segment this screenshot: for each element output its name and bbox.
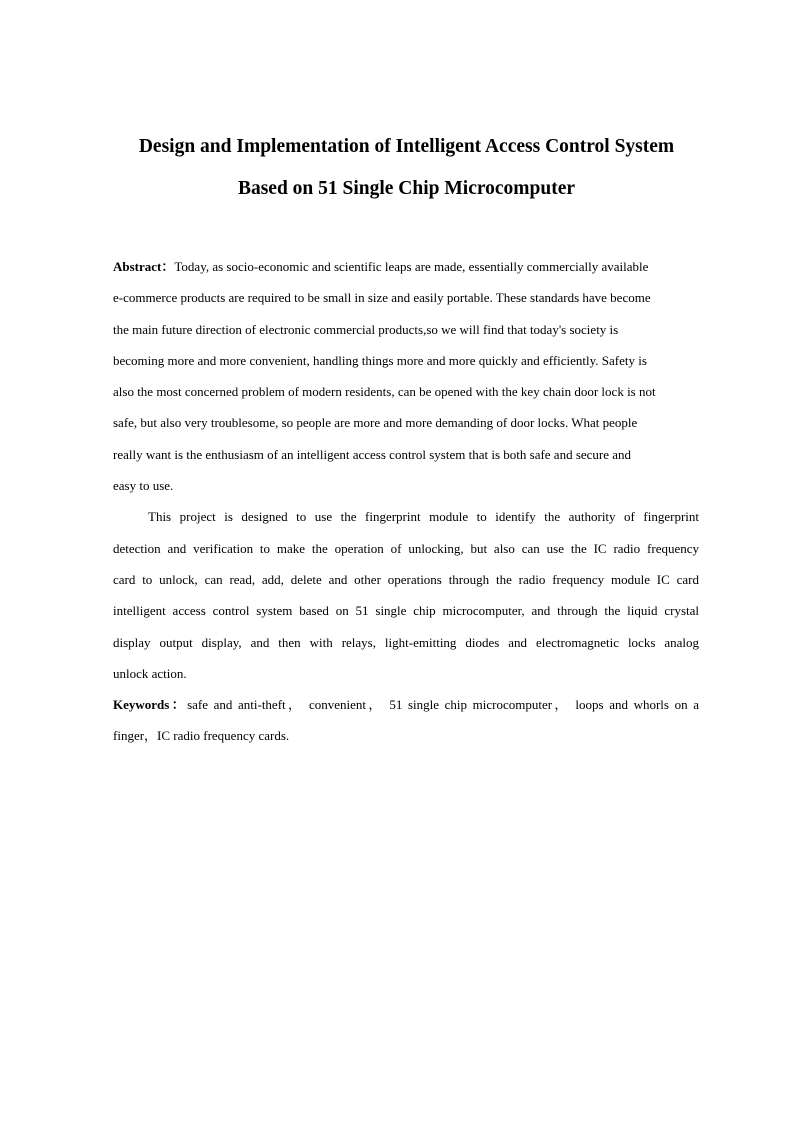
abstract-line-2: e-commerce products are required to be small in size and easily portable. These standards have become — [113, 290, 651, 306]
keywords-label: Keywords： — [113, 697, 188, 713]
abstract-line-6: safe, but also very troublesome, so people are more and more demanding of door locks. What people — [113, 415, 638, 431]
abstract-line-7: really want is the enthusiasm of an intelligent access control system that is both safe and secure and — [113, 446, 632, 462]
abstract-line-4: becoming more and more convenient, handling things more and more quickly and efficiently. Safety is — [113, 352, 647, 368]
paper-title-line-2: Based on 51 Single Chip Microcomputer — [237, 178, 576, 199]
paragraph-2-line-3: card to unlock, can read, add, delete and other operations through the radio frequency module IC card — [113, 571, 699, 587]
paragraph-2-line-2: detection and verification to make the operation of unlocking, but also can use the IC radio frequency — [113, 540, 699, 556]
paper-title-line-1: Design and Implementation of Intelligent Access Control System — [138, 136, 675, 157]
keywords-text: safe and anti-theft， convenient， 51 single chip microcomputer， loops and whorls on a — [187, 697, 699, 713]
keywords-line-1 — [113, 689, 699, 720]
abstract-line-1 — [113, 251, 699, 282]
paragraph-2-line-1: This project is designed to use the fingerprint module to identify the authority of fingerprint — [148, 509, 699, 525]
abstract-line-3: the main future direction of electronic commercial products,so we will find that today's society is — [113, 321, 619, 337]
abstract-section — [113, 251, 699, 752]
keywords-line-2: finger，IC radio frequency cards. — [113, 728, 290, 744]
paragraph-2-line-5: display output display, and then with relays, light-emitting diodes and electromagnetic locks analog — [113, 634, 699, 650]
abstract-line-8: easy to use. — [113, 478, 174, 494]
abstract-label: Abstract： — [113, 259, 175, 274]
paragraph-2-line-4: intelligent access control system based on 51 single chip microcomputer, and through the liquid crystal — [113, 603, 699, 619]
abstract-text: Today, as socio-economic and scientific leaps are made, essentially commercially available — [174, 259, 649, 274]
paragraph-2-line-6: unlock action. — [113, 665, 187, 681]
abstract-line-5: also the most concerned problem of modern residents, can be opened with the key chain door lock is not — [113, 384, 656, 400]
